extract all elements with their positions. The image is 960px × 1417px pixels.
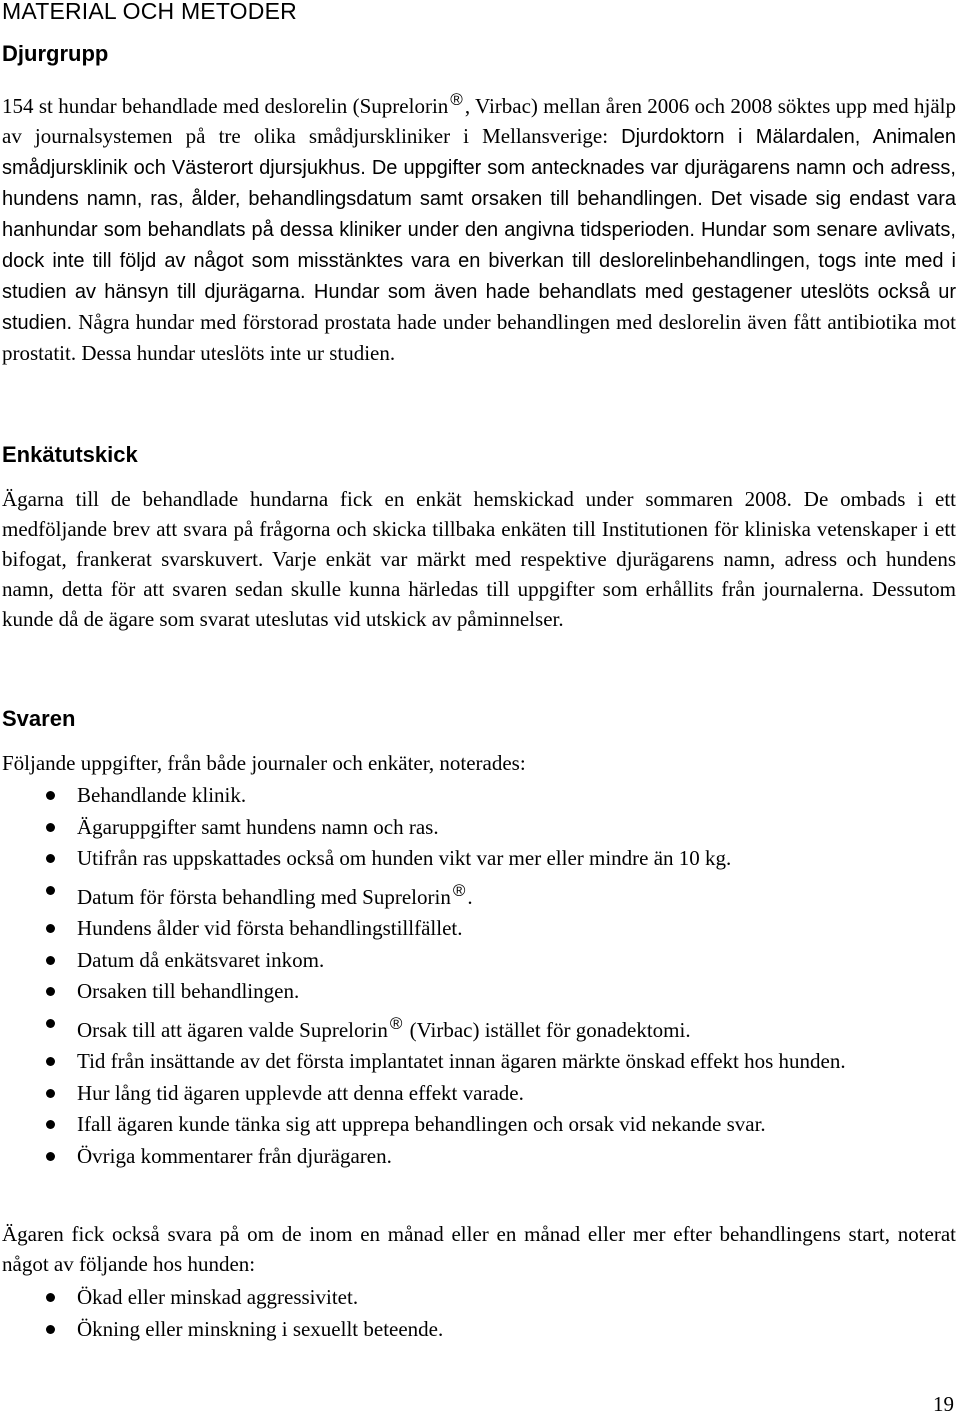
list-item-text: Datum för första behandling med Suprelorin <box>77 884 451 909</box>
section-title-svaren: Svaren <box>2 706 76 731</box>
page-number: 19 <box>933 1392 954 1416</box>
registered-mark: ® <box>452 880 466 900</box>
bullet-icon <box>46 987 55 996</box>
list-item <box>0 1282 958 1314</box>
list-item-text-after: . <box>467 884 473 909</box>
svaren-bullet-list-2 <box>0 1282 958 1345</box>
list-item-text: Tid från insättande av det första implantatet innan ägaren märkte önskad effekt hos hunden. <box>77 1049 846 1073</box>
bullet-icon <box>46 791 55 800</box>
bullet-icon <box>46 1057 55 1066</box>
list-item <box>0 843 958 875</box>
list-item-text: Hundens ålder vid första behandlingstillfället. <box>77 916 463 940</box>
djurgrupp-text-2: , Virbac) mellan åren 2006 och 2008 söktes upp med hjälp av journalsystemen på tre olika smådjurskliniker i Mellansverige: <box>2 94 956 148</box>
list-item <box>0 780 958 812</box>
bullet-icon <box>46 886 55 895</box>
svaren-intro: Följande uppgifter, från både journaler och enkäter, noterades: <box>2 751 526 775</box>
bullet-icon <box>46 823 55 832</box>
list-item <box>0 1314 958 1346</box>
list-item <box>0 945 958 977</box>
list-item <box>0 1109 958 1141</box>
list-item-text: Ökad eller minskad aggressivitet. <box>77 1285 359 1309</box>
list-item <box>0 1046 958 1078</box>
list-item-text: Övriga kommentarer från djurägaren. <box>77 1143 392 1168</box>
bullet-icon <box>46 1293 55 1302</box>
svaren-paragraph-2: Ägaren fick också svara på om de inom en månad eller en månad eller mer efter behandlingens start, noterat något av följande hos hunden: <box>2 1222 956 1276</box>
section-title-djurgrupp: Djurgrupp <box>2 41 109 66</box>
bullet-icon <box>46 924 55 933</box>
bullet-icon <box>46 1019 55 1028</box>
list-item-text: Orsaken till behandlingen. <box>77 979 300 1003</box>
list-item <box>0 1141 958 1173</box>
list-item <box>0 976 958 1008</box>
djurgrupp-text-1: 154 st hundar behandlade med deslorelin (Suprelorin <box>2 94 449 118</box>
bullet-icon <box>46 854 55 863</box>
djurgrupp-text-3: Djurdoktorn i Mälardalen, Animalen smådjursklinik och Västerort djursjukhus. De uppgifter som antecknades var djurägarens namn och adress, hundens namn, ras, ålder, behandlingsdatum samt orsaken till behandlingen. Det visade sig endast vara hanhundar som behandlats på dessa kliniker under den angivna tidsperioden. Hundar som senare avlivats, dock inte till följd av något som misstänktes vara en biverkan till deslorelinbehandlingen, togs inte med i studien av hänsyn till djurägarna. Hundar som även hade behandlats med gestagener uteslöts också ur studien. <box>2 126 956 334</box>
list-item-text: Behandlande klinik. <box>77 783 247 807</box>
bullet-icon <box>46 1089 55 1098</box>
bullet-icon <box>46 1152 55 1161</box>
list-item-text: Hur lång tid ägaren upplevde att denna effekt varade. <box>77 1080 524 1105</box>
list-item-text: Datum då enkätsvaret inkom. <box>77 947 325 972</box>
djurgrupp-paragraph <box>2 85 956 368</box>
list-item-text: Ägaruppgifter samt hundens namn och ras. <box>77 814 439 839</box>
list-item-text-after: (Virbac) istället för gonadektomi. <box>404 1017 691 1042</box>
list-item <box>0 1008 958 1047</box>
list-item-text: Ifall ägaren kunde tänka sig att upprepa behandlingen och orsak vid nekande svar. <box>77 1112 766 1136</box>
list-item <box>0 913 958 945</box>
djurgrupp-text-4: Några hundar med förstorad prostata hade under behandlingen med deslorelin även fått antibiotika mot prostatit. Dessa hundar uteslöts inte ur studien. <box>2 310 956 365</box>
bullet-icon <box>46 1325 55 1334</box>
list-item-text: Utifrån ras uppskattades också om hunden vikt var mer eller mindre än 10 kg. <box>77 846 732 870</box>
list-item <box>0 1078 958 1110</box>
svaren-bullet-list <box>0 780 958 1172</box>
bullet-icon <box>46 1120 55 1129</box>
section-title-enkatutskick: Enkätutskick <box>2 442 138 467</box>
list-item-text: Ökning eller minskning i sexuellt beteende. <box>77 1316 444 1341</box>
enkatutskick-paragraph: Ägarna till de behandlade hundarna fick en enkät hemskickad under sommaren 2008. De ombads i ett medföljande brev att svara på frågorna och skicka tillbaka enkäten till Institutionen för kliniska vetenskaper i ett bifogat, frankerat svarskuvert. Varje enkät var märkt med respektive djurägarens namn, adress och hundens namn, detta för att svaren sedan skulle kunna härledas till uppgifter som erhållits från journalerna. Dessutom kunde då de ägare som svarat uteslutas vid utskick av påminnelser. <box>2 487 956 631</box>
registered-mark: ® <box>450 90 463 109</box>
bullet-icon <box>46 956 55 965</box>
page-heading: MATERIAL OCH METODER <box>2 0 297 24</box>
list-item-text: Orsak till att ägaren valde Suprelorin <box>77 1017 388 1042</box>
list-item <box>0 875 958 914</box>
registered-mark: ® <box>389 1013 403 1033</box>
list-item <box>0 812 958 844</box>
